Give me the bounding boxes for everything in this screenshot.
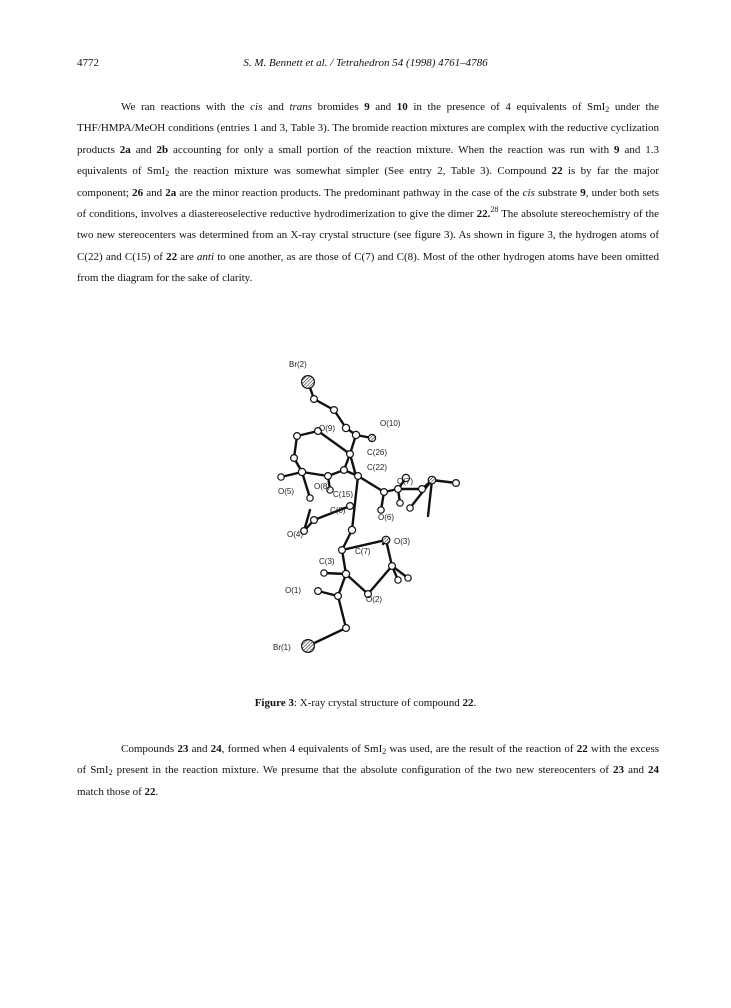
text-run: and	[262, 101, 290, 113]
text-run: and 1.3 equivalents of SmI	[77, 143, 659, 178]
compound-ref: 22	[462, 697, 474, 709]
compound-ref: 26	[132, 186, 144, 199]
compound-ref: 23	[177, 743, 189, 755]
running-header	[0, 57, 731, 73]
compound-ref: 2b	[156, 143, 169, 156]
atom-label-c7: C(7)	[355, 547, 371, 556]
atom-label-o1: O(1)	[285, 586, 301, 595]
crystal-structure-drawing	[240, 348, 480, 678]
atom-label-c3: C(3)	[319, 557, 335, 566]
page-number: 4772	[77, 57, 99, 69]
text-run: accounting for only a small portion of the reaction mixture. When the reaction was run with	[168, 143, 615, 156]
text-run: cis	[250, 101, 263, 113]
text-run: , formed when 4 equivalents of SmI	[221, 743, 383, 755]
atom-label-br1: Br(1)	[273, 643, 291, 652]
text-run: The absolute stereochemistry of the two new stereocenters was determined from an X-ray crystal structure (see figure 3). As shown in figure 3, the hydrogen atoms of C(22) and C(15) of	[77, 208, 659, 263]
paragraph-2	[77, 739, 659, 803]
atom-label-o8: O(8)	[314, 482, 330, 491]
text-run: are the minor reaction products. The predominant pathway in the case of the	[176, 186, 523, 199]
text-run: We ran reactions with the	[121, 101, 251, 113]
atom-label-o2: O(2)	[366, 595, 382, 604]
text-run: bromides	[312, 101, 365, 113]
subscript: 2	[382, 747, 387, 756]
compound-ref: 2a	[119, 143, 131, 156]
atom-label-o7: O(7)	[397, 477, 413, 486]
compound-ref: 22.	[476, 208, 491, 221]
compound-ref: 22	[551, 165, 563, 178]
atom-label-c8: C(8)	[330, 506, 346, 515]
caption-label: Figure 3	[254, 697, 294, 709]
text-run: and	[130, 143, 157, 156]
text-run: under the THF/HMPA/MeOH conditions (entries 1 and 3, Table 3). The bromide reaction mixtures are complex with the reductive cyclization products	[77, 101, 659, 156]
text-run: the reaction mixture was somewhat simpler (See entry 2, Table 3). Compound	[169, 165, 552, 178]
compound-ref: 22	[166, 250, 178, 263]
text-run: and	[624, 764, 649, 777]
text-run: cis	[522, 186, 535, 199]
text-run: substrate	[534, 186, 581, 199]
subscript: 2	[108, 768, 113, 778]
caption-text: : X-ray crystal structure of compound	[293, 697, 463, 709]
atom-label-o5: O(5)	[278, 487, 294, 496]
citation-superscript: 28	[490, 205, 499, 215]
text-run: with the excess of SmI	[77, 743, 660, 777]
compound-ref: 23	[613, 764, 625, 777]
figure-caption	[0, 697, 731, 709]
compound-ref: 9	[614, 143, 620, 156]
paragraph-1	[77, 97, 659, 290]
atom-label-o9: O(9)	[319, 424, 335, 433]
text-run: to one another, as are those of C(7) and C(8). Most of the other hydrogen atoms have been omitted from the diagram for the sake of clarity.	[77, 250, 659, 285]
atom-label-c26: C(26)	[367, 448, 388, 457]
text-run: trans	[289, 101, 313, 113]
text-run: and	[143, 186, 166, 199]
atom-label-c22: C(22)	[367, 463, 388, 472]
text-run: is by far the major component;	[77, 165, 659, 199]
subscript: 2	[605, 105, 610, 114]
compound-ref: 24	[210, 743, 222, 755]
compound-ref: 22	[576, 743, 588, 755]
text-run: anti	[196, 250, 215, 263]
bonds	[281, 382, 456, 646]
text-run: present in the reaction mixture. We presume that the absolute configuration of the two new stereocenters of	[112, 764, 614, 777]
caption-end: .	[473, 697, 477, 709]
compound-ref: 22	[144, 785, 156, 798]
atoms	[278, 376, 460, 653]
text-run: match those of	[77, 785, 145, 798]
text-run: , under both sets of conditions, involves a diastereoselective reductive hydrodimerization to give the dimer	[77, 186, 659, 221]
atom-label-o6: O(6)	[378, 513, 394, 522]
subscript: 2	[165, 169, 170, 179]
atom-labels	[273, 360, 413, 652]
figure-3-crystal-structure	[240, 348, 480, 678]
running-head: S. M. Bennett et al. / Tetrahedron 54 (1998) 4761–4786	[243, 57, 488, 69]
text-run: was used, are the result of the reaction of	[386, 743, 577, 755]
atom-label-o10: O(10)	[380, 419, 401, 428]
atom-label-o3: O(3)	[394, 537, 410, 546]
text-run: .	[155, 785, 159, 798]
compound-ref: 2a	[165, 186, 177, 199]
text-run: are	[177, 250, 197, 263]
text-run: Compounds	[121, 743, 178, 755]
compound-ref: 9	[580, 186, 586, 199]
compound-ref: 10	[396, 101, 408, 113]
atom-label-o4: O(4)	[287, 530, 303, 539]
atom-label-c15: C(15)	[333, 490, 354, 499]
atom-label-br2: Br(2)	[289, 360, 307, 369]
compound-ref: 24	[648, 764, 660, 777]
compound-ref: 9	[364, 101, 370, 113]
text-run: in the presence of 4 equivalents of SmI	[407, 101, 606, 113]
text-run: and	[188, 743, 211, 755]
text-run: and	[369, 101, 397, 113]
